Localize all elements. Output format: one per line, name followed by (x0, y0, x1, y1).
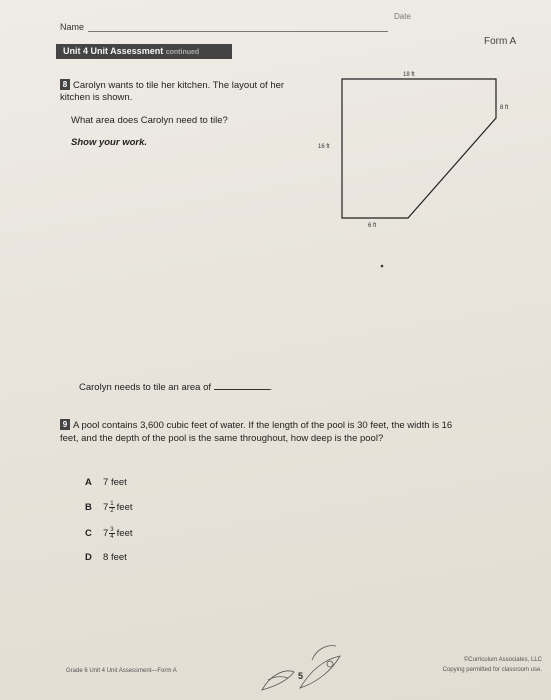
option-whole: 7 (103, 502, 109, 514)
footer-left-text: Grade 6 Unit 4 Unit Assessment—Form A (66, 668, 177, 674)
option-unit: feet (116, 502, 133, 514)
dim-left: 16 ft (318, 144, 330, 150)
fraction-numerator: 3 (110, 527, 114, 533)
option-letter: D (85, 552, 92, 563)
question-8-text: Carolyn wants to tile her kitchen. The layout of her kitchen is shown. (60, 80, 285, 103)
question-9-text: A pool contains 3,600 cubic feet of water. If the length of the pool is 30 feet, the width is 16 feet, and the depth of the pool is the same throughout, how deep is the pool? (60, 420, 453, 444)
form-label: Form A (484, 36, 517, 47)
show-work-label: Show your work. (71, 137, 148, 148)
dim-bottom: 6 ft (368, 223, 377, 229)
dim-right: 8 ft (500, 105, 509, 111)
date-label: Date (394, 12, 411, 21)
option-whole: 7 (103, 528, 109, 540)
unit-continued: continued (165, 49, 200, 56)
copyright-line-1: ©Curriculum Associates, LLC (463, 657, 542, 663)
option-whole: 8 (103, 552, 109, 563)
option-letter: A (85, 477, 92, 488)
fraction-denominator: 2 (110, 508, 114, 514)
answer-suffix: . (269, 382, 273, 393)
unit-title: Unit 4 Unit Assessment (63, 46, 164, 56)
page-number: 5 (298, 671, 304, 681)
question-number-9: 9 (60, 419, 70, 430)
answer-prefix: Carolyn needs to tile an area of (79, 382, 212, 393)
name-label: Name (60, 22, 85, 32)
fraction-denominator: 4 (110, 534, 114, 540)
option-unit: feet (110, 552, 127, 563)
fraction-numerator: 1 (110, 501, 114, 507)
option-letter: B (85, 502, 92, 514)
question-8-ask: What area does Carolyn need to tile? (71, 115, 228, 126)
option-letter: C (85, 528, 92, 540)
copyright-notice (418, 655, 542, 675)
option-whole: 7 (103, 477, 109, 488)
question-number-8: 8 (60, 79, 70, 90)
option-unit: feet (110, 477, 127, 488)
copyright-line-2: Copying permitted for classroom use. (442, 667, 542, 673)
dim-top: 18 ft (403, 72, 415, 78)
option-unit: feet (116, 528, 133, 540)
